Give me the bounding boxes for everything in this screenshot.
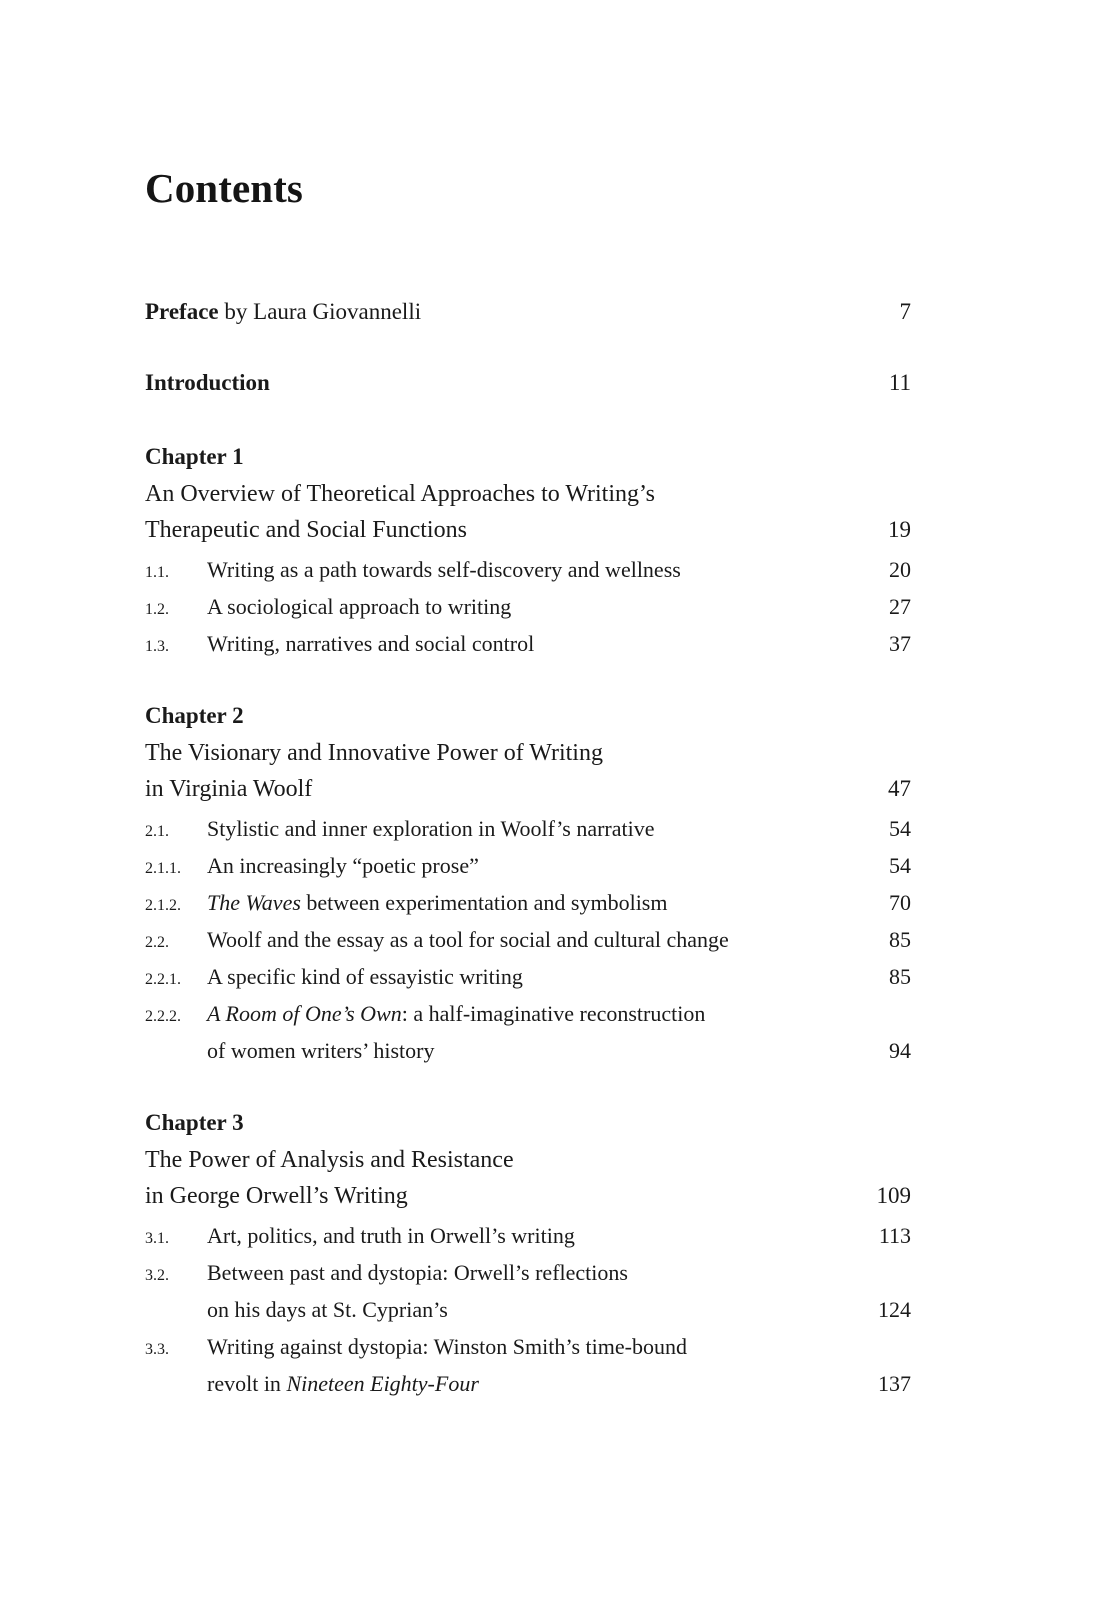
- section-number: 1.3.: [145, 638, 169, 655]
- section-plain-text: Woolf and the essay as a tool for social and cultural change: [207, 927, 729, 952]
- section-entry[interactable]: [145, 921, 911, 958]
- toc-entry-preface[interactable]: [145, 297, 911, 327]
- section-number: 3.1.: [145, 1230, 169, 1247]
- toc-entry-label: [145, 297, 847, 327]
- section-entry[interactable]: [145, 551, 911, 588]
- chapter-label: Chapter 2: [145, 703, 244, 728]
- section-number: 3.2.: [145, 1267, 169, 1284]
- chapter-title-text: Therapeutic and Social Functions: [145, 517, 467, 543]
- section-entry[interactable]: [145, 1217, 911, 1254]
- toc-entry-rest-text: by Laura Giovannelli: [218, 299, 422, 324]
- section-number: 2.1.1.: [145, 860, 181, 877]
- section-text: [207, 958, 847, 995]
- section-line: [145, 625, 911, 662]
- section-text: [207, 1291, 847, 1328]
- section-line: [145, 958, 911, 995]
- toc-entry-page-number: 11: [888, 370, 911, 395]
- section-line: [145, 1032, 911, 1069]
- chapter-title-text: in George Orwell’s Writing: [145, 1183, 408, 1209]
- chapter-block-3: [145, 1105, 911, 1402]
- chapter-title[interactable]: [145, 1142, 911, 1214]
- section-italic-title: A Room of One’s Own: [207, 1001, 402, 1026]
- section-plain-text: Writing against dystopia: Winston Smith’s time-bound: [207, 1334, 687, 1359]
- section-text: [207, 847, 847, 884]
- section-plain-text: between experimentation and symbolism: [300, 890, 668, 915]
- section-entry[interactable]: [145, 847, 911, 884]
- section-text: [207, 1032, 847, 1069]
- section-plain-text: Art, politics, and truth in Orwell’s writing: [207, 1223, 575, 1248]
- section-line: [145, 1328, 911, 1365]
- section-page-number: 37: [889, 631, 911, 656]
- section-text: [207, 1365, 847, 1402]
- section-list: [145, 810, 911, 1069]
- section-number: 2.1.: [145, 823, 169, 840]
- chapter-title-line: [145, 476, 911, 512]
- chapter-title-text: The Visionary and Innovative Power of Writing: [145, 740, 603, 766]
- section-page-number: 85: [889, 964, 911, 989]
- chapter-title-line: [145, 771, 911, 807]
- chapter-block-1: [145, 439, 911, 662]
- section-text: [207, 551, 847, 588]
- section-text: [207, 995, 847, 1032]
- toc-entry-bold-text: Introduction: [145, 370, 270, 395]
- section-text: [207, 1217, 847, 1254]
- section-number: 2.2.1.: [145, 971, 181, 988]
- page-title: Contents: [145, 165, 303, 211]
- section-line: [145, 810, 911, 847]
- section-number: 2.1.2.: [145, 897, 181, 914]
- section-plain-text: A specific kind of essayistic writing: [207, 964, 523, 989]
- chapter-title-text: in Virginia Woolf: [145, 776, 313, 802]
- chapter-page-number: 19: [888, 517, 911, 542]
- section-list: [145, 1217, 911, 1402]
- section-line: [145, 551, 911, 588]
- section-plain-text: An increasingly “poetic prose”: [207, 853, 479, 878]
- section-entry[interactable]: [145, 810, 911, 847]
- chapter-title-text: The Power of Analysis and Resistance: [145, 1147, 514, 1173]
- section-text: [207, 1328, 847, 1365]
- section-line: [145, 1365, 911, 1402]
- section-text: [207, 884, 847, 921]
- section-plain-text: on his days at St. Cyprian’s: [207, 1297, 448, 1322]
- section-line: [145, 995, 911, 1032]
- section-number: 2.2.: [145, 934, 169, 951]
- section-line: [145, 847, 911, 884]
- chapter-title-line: [145, 512, 911, 548]
- section-page-number: 113: [878, 1223, 911, 1248]
- section-line: [145, 1291, 911, 1328]
- section-text: [207, 588, 847, 625]
- section-italic-title: The Waves: [207, 890, 301, 915]
- toc-entry-introduction[interactable]: [145, 368, 911, 398]
- chapter-block-2: [145, 698, 911, 1069]
- section-number: 3.3.: [145, 1341, 169, 1358]
- section-entry[interactable]: [145, 884, 911, 921]
- chapter-title[interactable]: [145, 476, 911, 548]
- section-text: [207, 625, 847, 662]
- front-matter-list: [145, 297, 911, 398]
- section-plain-text: A sociological approach to writing: [207, 594, 512, 619]
- section-plain-text: Stylistic and inner exploration in Woolf’s narrative: [207, 816, 655, 841]
- section-line: [145, 921, 911, 958]
- section-page-number: 137: [878, 1371, 911, 1396]
- toc-entry-label: [145, 368, 847, 398]
- section-line: [145, 588, 911, 625]
- section-page-number: 94: [889, 1038, 911, 1063]
- section-page-number: 27: [889, 594, 911, 619]
- chapter-title-line: [145, 735, 911, 771]
- section-plain-text: revolt in: [207, 1371, 287, 1396]
- section-page-number: 85: [889, 927, 911, 952]
- toc-entry-page-number: 7: [899, 299, 911, 324]
- section-line: [145, 1217, 911, 1254]
- section-entry[interactable]: [145, 1328, 911, 1402]
- chapter-page-number: 109: [876, 1183, 911, 1208]
- toc-content-area: [145, 165, 911, 1438]
- section-line: [145, 1254, 911, 1291]
- section-page-number: 70: [889, 890, 911, 915]
- chapter-list: [145, 439, 911, 1402]
- chapter-page-number: 47: [888, 776, 911, 801]
- section-entry[interactable]: [145, 1254, 911, 1328]
- section-entry[interactable]: [145, 625, 911, 662]
- section-page-number: 54: [889, 853, 911, 878]
- section-entry[interactable]: [145, 995, 911, 1069]
- section-page-number: 54: [889, 816, 911, 841]
- section-entry[interactable]: [145, 588, 911, 625]
- section-plain-text: Between past and dystopia: Orwell’s reflections: [207, 1260, 628, 1285]
- chapter-label: Chapter 3: [145, 1110, 244, 1135]
- section-number: 1.1.: [145, 564, 169, 581]
- section-italic-title: Nineteen Eighty-Four: [286, 1371, 479, 1396]
- section-page-number: 20: [889, 557, 911, 582]
- section-number: 2.2.2.: [145, 1008, 181, 1025]
- section-line: [145, 884, 911, 921]
- section-text: [207, 921, 847, 958]
- chapter-label: Chapter 1: [145, 444, 244, 469]
- chapter-title-line: [145, 1178, 911, 1214]
- chapter-title-text: An Overview of Theoretical Approaches to Writing’s: [145, 481, 656, 507]
- chapter-title-line: [145, 1142, 911, 1178]
- chapter-title[interactable]: [145, 735, 911, 807]
- section-list: [145, 551, 911, 662]
- section-page-number: 124: [878, 1297, 911, 1322]
- section-plain-text: Writing, narratives and social control: [207, 631, 535, 656]
- toc-entry-bold-text: Preface: [145, 299, 219, 324]
- section-plain-text: : a half-imaginative reconstruction: [401, 1001, 706, 1026]
- section-number: 1.2.: [145, 601, 169, 618]
- section-plain-text: of women writers’ history: [207, 1038, 435, 1063]
- section-entry[interactable]: [145, 958, 911, 995]
- section-text: [207, 810, 847, 847]
- section-text: [207, 1254, 847, 1291]
- section-plain-text: Writing as a path towards self-discovery and wellness: [207, 557, 681, 582]
